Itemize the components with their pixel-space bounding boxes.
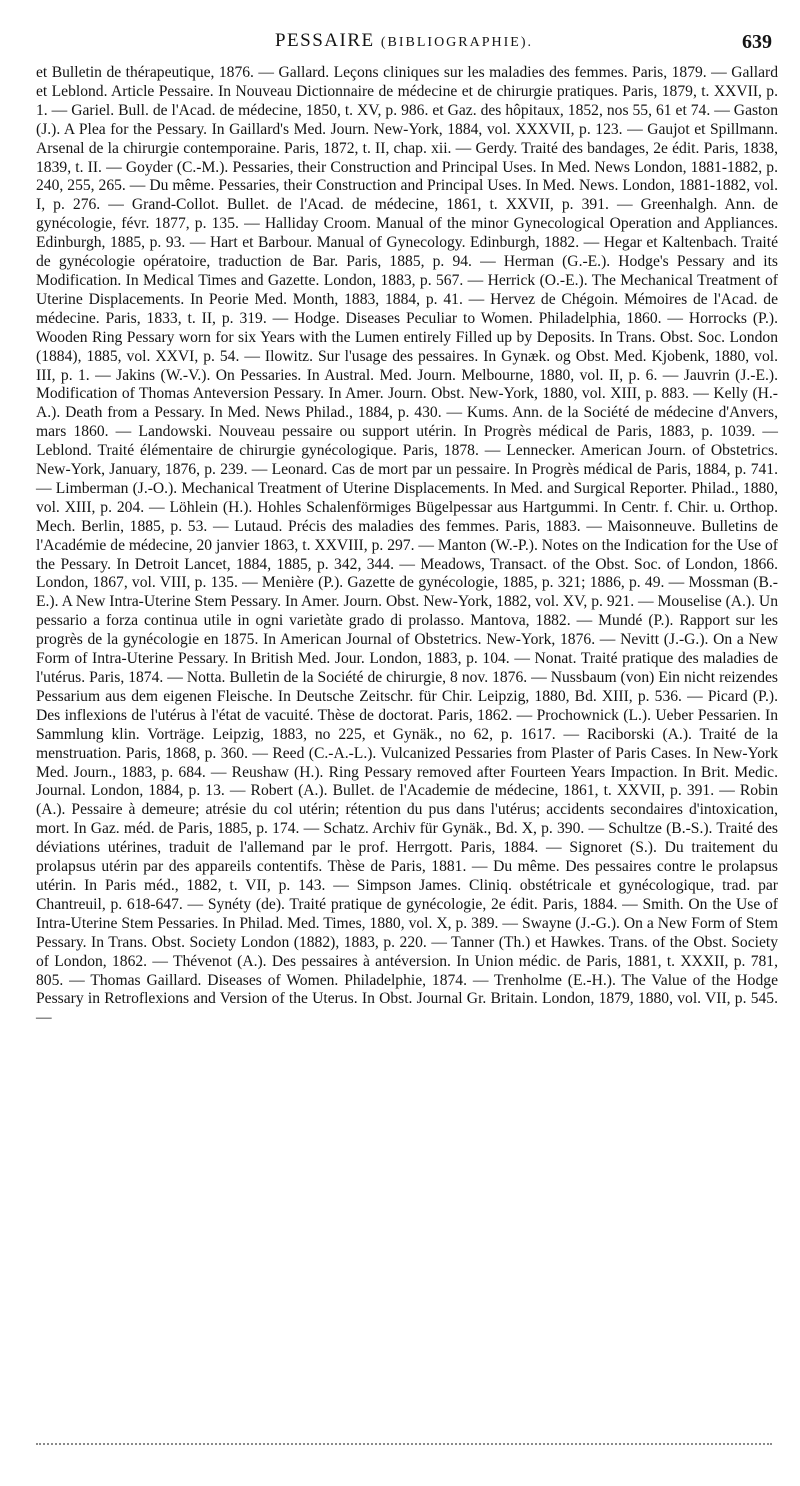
footer-rule — [36, 1443, 772, 1445]
bibliography-paragraph: et Bulletin de thérapeutique, 1876. — Gallard. Leçons cliniques sur les maladies des femmes. Paris, 1879. — Gallard et Leblond. Article Pessaire. In Nouveau Dictionnaire de médecine et de chirurgie pratiques. Paris, 1879, t. XXVII, p. 1. — Gariel. Bull. de l'Acad. de médecine, 1850, t. XV, p. 986. et Gaz. des hôpitaux, 1852, nos 55, 61 et 74. — Gaston (J.). A Plea for the Pessary. In Gaillard's Med. Journ. New-York, 1884, vol. XXXVII, p. 123. — Gaujot et Spillmann. Arsenal de la chirurgie contemporaine. Paris, 1872, t. II, chap. xii. — Gerdy. Traité des bandages, 2e édit. Paris, 1838, 1839, t. II. — Goyder (C.-M.). Pessaries, their Construction and Principal Uses. In Med. News London, 1881-1882, p. 240, 255, 265. — Du même. Pessaries, their Construction and Principal Uses. In Med. News. London, 1881-1882, vol. I, p. 276. — Grand-Collot. Bullet. de l'Acad. de médecine, 1861, t. XXVII, p. 391. — Greenhalgh. Ann. de gynécologie, févr. 1877, p. 135. — Halliday Croom. Manual of the minor Gynecological Operation and Appliances. Edinburgh, 1885, p. 93. — Hart et Barbour. Manual of Gynecology. Edinburgh, 1882. — Hegar et Kaltenbach. Traité de gynécologie opératoire, traduction de Bar. Paris, 1885, p. 94. — Herman (G.-E.). Hodge's Pessary and its Modification. In Medical Times and Gazette. London, 1883, p. 567. — Herrick (O.-E.). The Mechanical Treatment of Uterine Displacements. In Peorie Med. Month, 1883, 1884, p. 41. — Hervez de Chégoin. Mémoires de l'Acad. de médecine. Paris, 1833, t. II, p. 319. — Hodge. Diseases Peculiar to Women. Philadelphia, 1860. — Horrocks (P.). Wooden Ring Pessary worn for six Years with the Lumen entirely Filled up by Deposits. In Trans. Obst. Soc. London (1884), 1885, vol. XXVI, p. 54. — Ilowitz. Sur l'usage des pessaires. In Gynæk. og Obst. Med. Kjobenk, 1880, vol. III, p. 1. — Jakins (W.-V.). On Pessaries. In Austral. Med. Journ. Melbourne, 1880, vol. II, p. 6. — Jauvrin (J.-E.). Modification of Thomas Anteversion Pessary. In Amer. Journ. Obst. New-York, 1880, vol. XIII, p. 883. — Kelly (H.-A.). Death from a Pessary. In Med. News Philad., 1884, p. 430. — Kums. Ann. de la Société de médecine d'Anvers, mars 1860. — Landowski. Nouveau pessaire ou support utérin. In Progrès médical de Paris, 1883, p. 1039. — Leblond. Traité élémentaire de chirurgie gynécologique. Paris, 1878. — Lennecker. American Journ. of Obstetrics. New-York, January, 1876, p. 239. — Leonard. Cas de mort par un pessaire. In Progrès médical de Paris, 1884, p. 741. — Limberman (J.-O.). Mechanical Treatment of Uterine Displacements. In Med. and Surgical Reporter. Philad., 1880, vol. XIII, p. 204. — Löhlein (H.). Hohles Schalenförmiges Bügelpessar aus Hartgummi. In Centr. f. Chir. u. Orthop. Mech. Berlin, 1885, p. 53. — Lutaud. Précis des maladies des femmes. Paris, 1883. — Maisonneuve. Bulletins de l'Académie de médecine, 20 janvier 1863, t. XXVIII, p. 297. — Manton (W.-P.). Notes on the Indication for the Use of the Pessary. In Detroit Lancet, 1884, 1885, p. 342, 344. — Meadows, Transact. of the Obst. Soc. of London, 1866. London, 1867, vol. VIII, p. 135. — Menière (P.). Gazette de gynécologie, 1885, p. 321; 1886, p. 49. — Mossman (B.-E.). A New Intra-Uterine Stem Pessary. In Amer. Journ. Obst. New-York, 1882, vol. XV, p. 921. — Mouselise (A.). Un pessario a forza continua utile in ogni varietàte grado di prolasso. Mantova, 1882. — Mundé (P.). Rapport sur les progrès de la gynécologie en 1875. In American Journal of Obstetrics. New-York, 1876. — Nevitt (J.-G.). On a New Form of Intra-Uterine Pessary. In British Med. Jour. London, 1883, p. 104. — Nonat. Traité pratique des maladies de l'utérus. Paris, 1874. — Notta. Bulletin de la Société de chirurgie, 8 nov. 1876. — Nussbaum (von) Ein nicht reizendes Pessarium aus dem eigenen Fleische. In Deutsche Zeitschr. für Chir. Leipzig, 1880, Bd. XIII, p. 536. — Picard (P.). Des inflexions de l'utérus à l'état de vacuité. Thèse de doctorat. Paris, 1862. — Prochownick (L.). Ueber Pessarien. In Sammlung klin. Vorträge. Leipzig, 1883, no 225, et Gynäk., no 62, p. 1617. — Raciborski (A.). Traité de la menstruation. Paris, 1868, p. 360. — Reed (C.-A.-L.). Vulcanized Pessaries from Plaster of Paris Cases. In New-York Med. Journ., 1883, p. 684. — Reushaw (H.). Ring Pessary removed after Fourteen Years Impaction. In Brit. Medic. Journal. London, 1884, p. 13. — Robert (A.). Bullet. de l'Academie de médecine, 1861, t. XXVII, p. 391. — Robin (A.). Pessaire à demeure; atrésie du col utérin; rétention du pus dans l'utérus; accidents secondaires d'intoxication, mort. In Gaz. méd. de Paris, 1885, p. 174. — Schatz. Archiv für Gynäk., Bd. X, p. 390. — Schultze (B.-S.). Traité des déviations utérines, traduit de l'allemand par le prof. Herrgott. Paris, 1884. — Signoret (S.). Du traitement du prolapsus utérin par des appareils contentifs. Thèse de Paris, 1881. — Du même. Des pessaires contre le prolapsus utérin. In Paris méd., 1882, t. VII, p. 143. — Simpson James. Cliniq. obstétricale et gynécologique, trad. par Chantreuil, p. 618-647. — Synéty (de). Traité pratique de gynécologie, 2e édit. Paris, 1884. — Smith. On the Use of Intra-Uterine Stem Pessaries. In Philad. Med. Times, 1880, vol. X, p. 389. — Swayne (J.-G.). On a New Form of Stem Pessary. In Trans. Obst. Society London (1882), 1883, p. 220. — Tanner (Th.) et Hawkes. Trans. of the Obst. Society of London, 1862. — Thévenot (A.). Des pessaires à antéversion. In Union médic. de Paris, 1881, t. XXXII, p. 781, 805. — Thomas Gaillard. Diseases of Women. Philadelphie, 1874. — Trenholme (E.-H.). The Value of the Hodge Pessary in Retroflexions and Version of the Uterus. In Obst. Journal Gr. Britain. London, 1879, 1880, vol. VII, p. 545. — — [36, 64, 778, 1027]
page-number: 639 — [742, 31, 772, 53]
header-subtitle: (BIBLIOGRAPHIE). — [380, 35, 534, 50]
running-title — [36, 30, 772, 52]
running-header — [36, 30, 772, 62]
header-title: PESSAIRE — [274, 30, 375, 51]
bibliography-text — [36, 64, 778, 1028]
